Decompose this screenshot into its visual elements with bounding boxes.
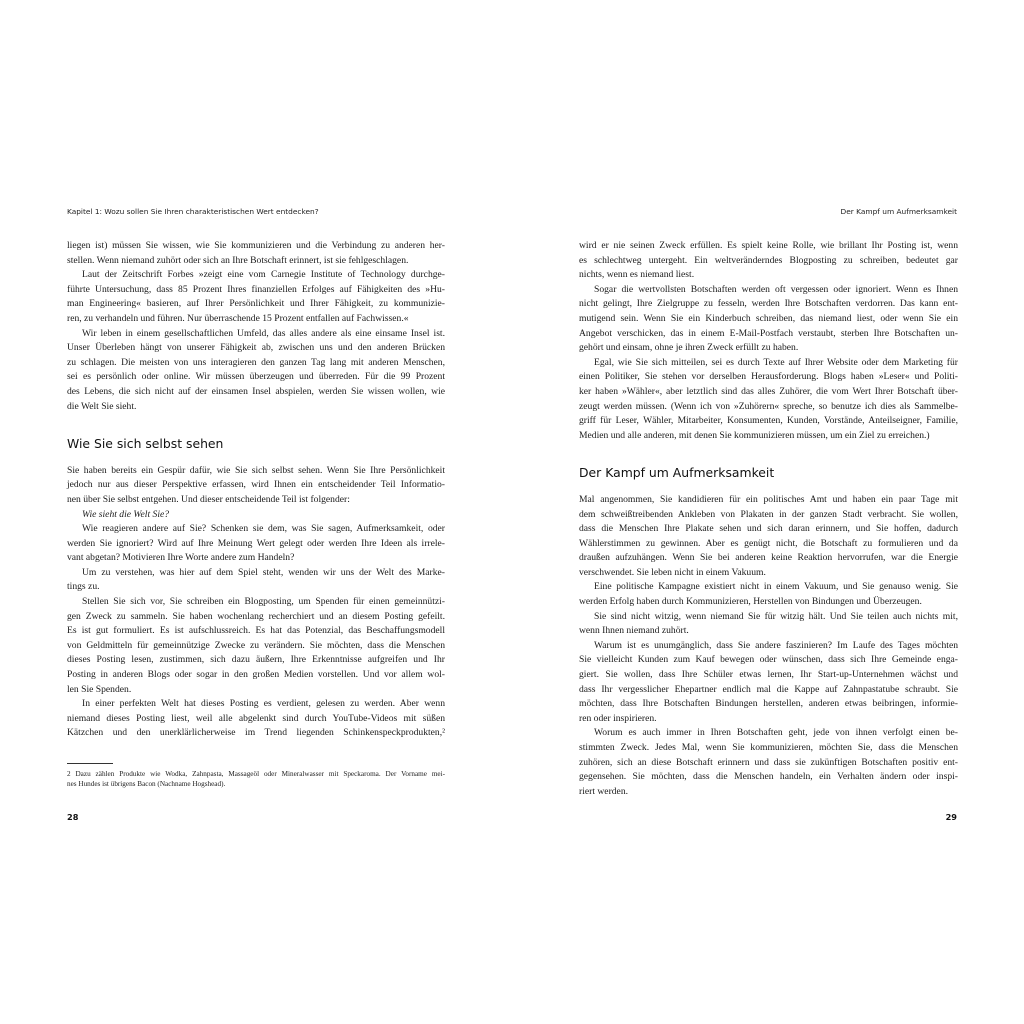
text-line: Unser Überleben hängt von unserer Fähigkeit ab, zwischen uns und den anderen Brücken	[67, 342, 445, 354]
text-line: Sie vielleicht Kunden zum Kauf bewegen oder wünschen, dass sich Ihre Gemeinde enga-	[579, 654, 958, 666]
text-line: werden Erfolg haben durch Kommunizieren, Herstellen von Bindungen und Überzeugen.	[579, 596, 922, 608]
text-line: jedoch nur aus dieser Perspektive erfassen, wird Ihnen ein entscheidender Teil Informatio-	[67, 479, 445, 491]
page-number-left: 28	[67, 812, 79, 822]
spacer	[579, 443, 958, 458]
text-line: Kätzchen und den unerklärlicherweise im Trend liegenden Schinkenspeckprodukten,²	[67, 727, 445, 739]
running-header-left: Kapitel 1: Wozu sollen Sie Ihren charakteristischen Wert entdecken?	[67, 207, 319, 216]
text-line: liegen ist) müssen Sie wissen, wie Sie kommunizieren und die Verbindung zu anderen her-	[67, 240, 445, 251]
text-line: niemand dieses Posting liest, weil alle abgelenkt sind durch YouTube-Videos mit süßen	[67, 712, 445, 724]
text-line: es schlechtweg untergeht. Ein weltveränderndes Blogposting zu schreiben, bedeutet gar	[579, 254, 958, 266]
text-line: die Welt Sie sieht.	[67, 400, 137, 412]
right-paragraphs-before-heading	[579, 239, 958, 443]
text-line: nen über Sie selbst entgehen. Und dieser entscheidende Teil ist folgender:	[67, 493, 350, 505]
text-line: sei es persönlich oder online. Wir müssen überzeugen und überreden. Für die 99 Prozent	[67, 371, 445, 383]
running-header-right: Der Kampf um Aufmerksamkeit	[840, 207, 957, 216]
text-line: wenn Ihnen niemand zuhört.	[579, 625, 689, 637]
text-line: Sie sind nicht witzig, wenn niemand Sie für witzig hält. Und Sie teilen auch nichts mit,	[594, 610, 958, 622]
text-line: Um zu verstehen, was hier auf dem Spiel steht, wenden wir uns der Welt des Marke-	[82, 566, 445, 578]
text-line: Worum es auch immer in Ihren Botschaften geht, jede von ihnen verfolgt einen be-	[594, 727, 958, 739]
text-line: gegensehen. Sie möchten, dass die Menschen handeln, ein Verhalten ändern oder inspi-	[579, 771, 958, 783]
text-line: Egal, wie Sie sich mitteilen, sei es durch Texte auf Ihrer Website oder dem Marketing für	[594, 356, 958, 368]
text-line: gen Zweck zu sammeln. Sie haben wochenlang recherchiert und an diesem Posting gefeilt.	[67, 610, 445, 622]
text-line: nicht gelingt, Ihre Zielgruppe zu fesseln, werden Ihre Botschaften verdorren. Das kann ent-	[579, 298, 958, 310]
text-line: 2 Dazu zählen Produkte wie Wodka, Zahnpasta, Massageöl oder Mineralwasser mit Speckaroma. Der Vorname mei-	[67, 770, 445, 778]
text-line: führte Untersuchung, dass 85 Prozent Ihres finanziellen Erfolges auf Fähigkeiten des »Hu-	[67, 283, 445, 295]
text-line: stellen. Wenn niemand zuhört oder sich an Ihre Botschaft erinnert, ist sie fehlgeschlagen.	[67, 254, 409, 266]
text-line: nes Hundes ist übrigens Bacon (Nachname Hogshead).	[67, 780, 226, 789]
text-line: Angebot verschicken, das in einem E-Mail-Postfach verstaubt, sterben Ihre Botschaften un-	[579, 327, 958, 339]
left-paragraphs-after-heading	[67, 464, 445, 741]
text-line: Mal angenommen, Sie kandidieren für ein politisches Amt und haben ein paar Tage mit	[579, 493, 958, 505]
footnote	[67, 769, 445, 790]
text-line: Posting in anderen Blogs oder sogar in den großen Medien vorstellen. Und vor allem wol-	[67, 669, 445, 681]
text-line: Warum ist es unumgänglich, dass Sie andere faszinieren? Im Laufe des Tages möchten	[594, 639, 958, 651]
text-line: giert. Sie wollen, dass Ihre Schüler etwas lernen, Ihr Start-up-Unternehmen wächst und	[579, 669, 958, 681]
text-line: Wie reagieren andere auf Sie? Schenken sie dem, was Sie sagen, Aufmerksamkeit, oder	[82, 523, 445, 535]
text-line: zeugt werden müssen. (Wenn ich von »Zuhörern« spreche, so benutze ich dies als Sammelbe-	[579, 400, 958, 412]
text-line: werden Sie ignoriert? Wird auf Ihre Meinung Wert gelegt oder werden Ihre Ideen als irrele-	[67, 537, 445, 549]
text-line: Eine politische Kampagne existiert nicht in einem Vakuum, und Sie genauso wenig. Sie	[594, 581, 958, 593]
text-line: ker haben »Wähler«, aber letztlich sind das alles Zuhörer, die vom Wert Ihrer Botschaft über-	[579, 385, 958, 397]
text-line: des Lebens, die sich nicht auf der einsamen Insel abspielen, werden Sie wissen wollen, wie	[67, 385, 445, 397]
text-line: Laut der Zeitschrift Forbes »zeigt eine vom Carnegie Institute of Technology durchge-	[82, 269, 445, 281]
text-line: ren oder inspirieren.	[579, 712, 657, 724]
footnote-rule	[67, 763, 113, 764]
page-number-right: 29	[945, 812, 957, 822]
text-line: zu schlagen. Die meisten von uns interagieren den ganzen Tag lang mit anderen Menschen,	[67, 356, 445, 368]
text-line: griff für Leser, Wähler, Mitarbeiter, Konsumenten, Kunden, Vorstände, Anteilseigner, Familie,	[579, 415, 958, 427]
text-line: man Engineering« basieren, auf Ihrer Persönlichkeit und Ihrer Fähigkeit, zu kommunizie-	[67, 298, 445, 310]
text-line: wird er nie seinen Zweck erfüllen. Es spielt keine Rolle, wie brillant Ihr Posting ist, wenn	[579, 240, 958, 251]
text-line: mutigend sein. Wenn Sie ein Kinderbuch schreiben, das niemand liest, oder wenn Sie ein	[579, 312, 958, 324]
text-line: Sie haben bereits ein Gespür dafür, wie Sie sich selbst sehen. Wenn Sie Ihre Persönlichkeit	[67, 464, 445, 476]
text-line: ren, zu verhandeln und führen. Nur überraschende 15 Prozent entfallen auf Fachwissen.«	[67, 312, 409, 324]
text-line: dieses Posting lesen, zustimmen, sich dazu äußern, Ihre Erkenntnisse aufgreifen und Ihr	[67, 654, 445, 666]
text-line: stimmten Zweck. Jedes Mal, wenn Sie kommunizieren, möchten Sie, dass die Menschen	[579, 742, 958, 753]
left-page-body	[67, 239, 445, 741]
text-line: Medien und alle anderen, mit denen Sie kommunizieren müssen, um ein Ziel zu erreichen.)	[579, 429, 930, 441]
text-line: möchten, dass Ihre Botschaften Bindungen herstellen, anderen etwas beibringen, informie-	[579, 698, 958, 710]
text-line: dem schweißtreibenden Ankleben von Plakaten in der ganzen Stadt verbracht. Sie wollen,	[579, 508, 958, 520]
text-line: dass Ihr vergesslicher Ehepartner endlich mal die Kappe auf Zahnpastatube schraubt. Sie	[579, 683, 958, 695]
text-line: Stellen Sie sich vor, Sie schreiben ein Blogposting, um Spenden für einen gemeinnützi-	[82, 596, 445, 608]
section-heading-left: Wie Sie sich selbst sehen	[67, 435, 224, 451]
text-line: von Geldmitteln für gemeinnützige Zwecke zu verändern. Sie möchten, dass die Menschen	[67, 639, 445, 651]
text-line: einen Politiker, Sie stehen vor derselben Herausforderung. Blogs haben »Leser« und Politi-	[579, 371, 958, 383]
text-line: Sogar die wertvollsten Botschaften werden oft vergessen oder ignoriert. Wenn es Ihnen	[594, 283, 958, 295]
right-paragraphs-after-heading	[579, 493, 958, 799]
text-line: riert werden.	[579, 785, 629, 797]
right-page-body	[579, 239, 958, 799]
text-line: verschwendet. Sie leben nicht in einem Vakuum.	[579, 566, 766, 578]
left-paragraphs-before-heading	[67, 239, 445, 414]
text-line: vant abgetan? Motivieren Ihre Worte andere zum Handeln?	[67, 552, 295, 564]
text-line: zuhören, sich an diese Botschaft erinnern und dass sie zukünftigen Botschaften positiv ent-	[579, 756, 958, 768]
text-line: tings zu.	[67, 581, 100, 593]
text-line: gehört und einsam, ohne je ihren Zweck erfüllt zu haben.	[579, 342, 799, 354]
text-line: Wie sieht die Welt Sie?	[82, 508, 170, 520]
text-line: Es ist gut formuliert. Es ist aufschlussreich. Es hat das Potenzial, das Beschaffungsmodell	[67, 625, 445, 637]
text-line: In einer perfekten Welt hat dieses Posting es verdient, gelesen zu werden. Aber wenn	[82, 698, 445, 710]
text-line: len Sie Spenden.	[67, 683, 132, 695]
text-line: draußen aufzuhängen. Wenn Sie bei anderen keine Reaktion hervorrufen, war die Energie	[579, 552, 958, 564]
section-heading-right: Der Kampf um Aufmerksamkeit	[579, 464, 775, 480]
text-line: dass die Menschen Ihre Plakate sehen und sich daran erinnern, und Sie hoffen, dadurch	[579, 523, 958, 535]
spacer	[67, 414, 445, 429]
text-line: Wir leben in einem gesellschaftlichen Umfeld, das alles andere als eine einsame Insel ist.	[82, 327, 445, 339]
text-line: nichts, wenn es niemand liest.	[579, 269, 695, 281]
text-line: Wählerstimmen zu gewinnen. Aber es genügt nicht, die Botschaft zu formulieren und da	[579, 537, 958, 549]
